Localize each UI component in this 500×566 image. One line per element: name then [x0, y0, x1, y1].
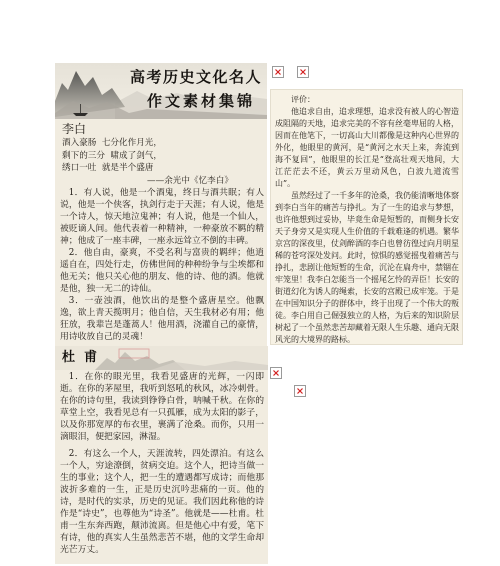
banner-title-line2: 作文素材集锦: [147, 92, 256, 110]
poem-line: 剩下的三分 啸成了剑气，: [62, 150, 162, 161]
dufu-heading: 杜 甫: [62, 350, 98, 365]
libai-section: [55, 63, 267, 346]
paragraph: 他追求自由，追求理想，追求没有被人的心智造成阻隔的天地，追求完美的不容有丝毫卑屈的人格，因而在他笔下，一切高山大川都像是这种内心世界的外化，他眼里的黄河，是“黄河之水天上来，奔流到海不复回”，他眼里的长江是“登高壮观天地间，大江茫茫去不还，黄云万里动风色，白波九道流雪山”。: [275, 107, 459, 188]
evaluation-text: [275, 94, 459, 345]
poem-line: 酒入豪肠 七分化作月光，: [62, 138, 162, 148]
broken-image-x: [273, 370, 279, 376]
dufu-section: [55, 346, 268, 564]
broken-image-x: [275, 69, 281, 75]
paragraph: 3．一壶浊酒，他饮出的是整个盛唐星空。他飘逸，欲上青天揽明月；他自信，天生我材必有用；他狂放，我辈岂是蓬蒿人！他用酒，浇灌自己的豪情，用诗收放自己的灵魂！: [60, 296, 264, 342]
broken-image-x: [300, 69, 306, 75]
libai-paragraphs: [60, 187, 264, 343]
paragraph: 2．他自由，豪爽，不受名利与富贵的羁绊；他逍遥自在，四处行走，仿佛世间的种种纷争与尘埃都和他无关；他只关心他的朋友、他的诗、他的酒。他就是他，独一无二的诗仙。: [60, 248, 264, 294]
paragraph: 虽然经过了一千多年的沧桑，我仍能清晰地体察到李白当年的痛苦与挣扎。为了一生的追求与梦想，也许他想到过妥协，毕竟生命是短暂的，而侧身长安天子身旁又是实现人生价值的千载难逢的机遇。繁华京宫的深夜里，仗剑醉酒的李白也曾彷徨过向月明星稀的苍穹深处发问。此时，惊惧的感觉摇曳着痛苦与挣扎，悲剧让他短暂的生命，沉沦在扁舟中，禁锢在牢笼里！我李白怎能当一个摇尾乞怜的弄臣！长安的街道幻化为诱人的绳索，长安的宫殿已成牢笼。于是在中国知识分子的群体中，终于出现了一个伟大的叛徒。李白用自己倔强独立的人格，为后来的知识阶层树起了一个虽然悲苦却藏着无限人生乐趣、通向无限风光的大境界的路标。: [275, 191, 459, 344]
broken-image-x: [297, 388, 303, 394]
title-banner: [55, 63, 267, 119]
libai-heading: 李白: [62, 122, 87, 136]
dufu-heading-band: [55, 346, 268, 370]
poem-attribution: ——余光中《忆李白》: [147, 176, 233, 186]
broken-image-icon: [272, 66, 284, 78]
evaluation-label: 评价：: [291, 95, 315, 104]
broken-image-icon: [270, 367, 282, 379]
paragraph: 2．有这么一个人，天涯流转，四处漂泊。有这么一个人，穷途潦倒，贫病交迫。这个人，把诗当做一生的事业；这个人，把一生的遭遇都写成诗；而他那波折多难的一生，正是历史沉吟悲痛的一页。他的诗，是时代的实录，历史的见证。我们因此称他的诗作是“诗史”，也尊他为“诗圣”。他就是——杜甫。杜甫一生东奔西跑，颠沛流离。但是他心中有爱，笔下有诗，他的真实人生虽然悲苦不堪，他的文学生命却光芒万丈。: [60, 448, 264, 556]
broken-image-icon: [297, 66, 309, 78]
broken-image-icon: [294, 385, 306, 397]
evaluation-section: [270, 89, 463, 345]
paragraph: 1．有人说，他是一个酒鬼，终日与酒共眠；有人说，他是一个侠客，执剑行走于天涯；有人说，他是一个诗人，惊天地泣鬼神；有人说，他是一个仙人，被贬谪人间。他代表着一种精神，一种豪放不羁的精神；他成了一座丰碑，一座永远耸立不倒的丰碑。: [60, 188, 264, 246]
paragraph: 1．在你的眼光里，我看见盛唐的光辉，一闪即逝。在你的茅屋里，我听到怒吼的秋风，冰冷刺骨。在你的诗句里，我读到铮铮白骨，呐喊千秋。在你的草堂上空，我看见总有一只孤雁，成为太阳的影子，以及你那宽厚的布衣里，裹满了沧桑。而你，只用一滴眼泪，便把家园，淋湿。: [60, 372, 264, 443]
libai-poem: [62, 137, 262, 175]
poem-line: 绣口一吐 就是半个盛唐: [62, 163, 154, 173]
dufu-paragraphs: [60, 371, 264, 556]
banner-title-line1: 高考历史文化名人: [130, 68, 263, 86]
